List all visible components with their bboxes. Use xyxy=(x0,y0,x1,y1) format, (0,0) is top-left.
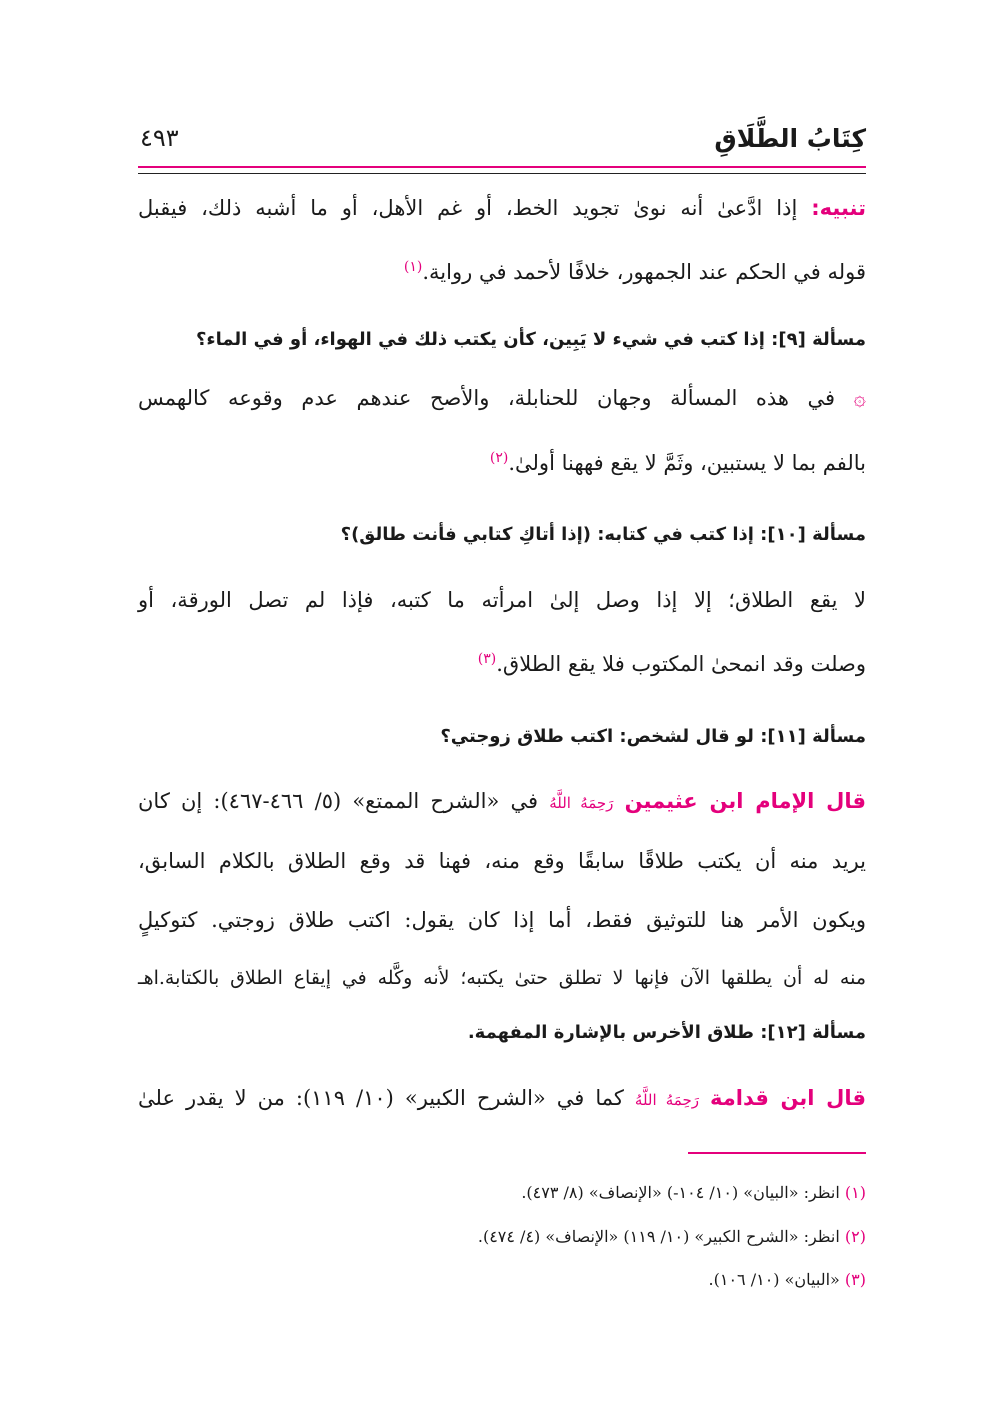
question-9-text-2: بالفم بما لا يستبين، وثَمَّ لا يقع فههنا أولىٰ. xyxy=(508,451,866,475)
flower-ornament-icon: ۞ xyxy=(853,386,866,410)
header-rule-pink xyxy=(138,166,866,168)
tanbih-text-2: قوله في الحكم عند الجمهور، خلافًا لأحمد في رواية. xyxy=(422,260,866,284)
footnote-1-number: (١) xyxy=(844,1183,866,1202)
honorific-glyph: رَحِمَهُ اللَّهُ xyxy=(549,794,614,812)
question-9-text-1: في هذه المسألة وجهان للحنابلة، والأصح عندهم عدم وقوعه كالهمس xyxy=(138,386,836,410)
question-12-text-1: كما في «الشرح الكبير» (١٠/ ١١٩): من لا يقدر علىٰ xyxy=(138,1086,624,1110)
footnote-separator xyxy=(688,1152,866,1154)
question-11-heading: مسألة [١١]: لو قال لشخص: اكتب طلاق زوجتي؟ xyxy=(440,726,866,747)
tanbih-label: تنبيه: xyxy=(811,196,866,220)
speaker-ibn-qudamah: قال ابن قدامة xyxy=(710,1086,866,1110)
running-header-title: كِتَابُ الطَّلَاقِ xyxy=(714,124,866,153)
question-11-line-2: يريد منه أن يكتب طلاقًا سابقًا وقع منه، فهنا قد وقع الطلاق بالكلام السابق، xyxy=(138,849,866,873)
question-9-line-1 xyxy=(138,383,866,413)
question-11-line-3: ويكون الأمر هنا للتوثيق فقط، أما إذا كان يقول: اكتب طلاق زوجتي. كتوكيلٍ xyxy=(138,908,866,932)
question-12-heading: مسألة [١٢]: طلاق الأخرس بالإشارة المفهمة. xyxy=(467,1022,866,1043)
footnote-3-number: (٣) xyxy=(844,1270,866,1289)
page-number: ٤٩٣ xyxy=(140,124,179,152)
header-rule-black xyxy=(138,173,866,174)
tanbih-text-1: إذا ادَّعىٰ أنه نوىٰ تجويد الخط، أو غم الأهل، أو ما أشبه ذلك، فيقبل xyxy=(138,196,798,220)
question-11-line-1 xyxy=(138,786,866,818)
footnote-3-text: «البيان» (١٠/ ١٠٦). xyxy=(708,1270,840,1289)
footnote-2 xyxy=(138,1225,866,1249)
footnote-3 xyxy=(138,1268,866,1292)
question-10-line-1: لا يقع الطلاق؛ إلا إذا وصل إلىٰ امرأته ما كتبه، فإذا لم تصل الورقة، أو xyxy=(138,588,866,612)
footnote-ref-3[interactable]: (٣) xyxy=(477,651,497,667)
footnote-1-text: انظر: «البيان» (١٠/ ١٠٤-) «الإنصاف» (٨/ ٤٧٣). xyxy=(521,1183,840,1202)
footnote-ref-2[interactable]: (٢) xyxy=(489,450,509,466)
question-10-heading: مسألة [١٠]: إذا كتب في كتابه: (إذا أتاكِ كتابي فأنت طالق)؟ xyxy=(340,524,866,545)
footnote-2-number: (٢) xyxy=(844,1227,866,1246)
footnote-ref-1[interactable]: (١) xyxy=(403,259,423,275)
question-9-heading: مسألة [٩]: إذا كتب في شيء لا يَبِين، كأن يكتب ذلك في الهواء، أو في الماء؟ xyxy=(195,329,866,350)
question-11-line-4: منه له أن يطلقها الآن فإنها لا تطلق حتىٰ يكتبه؛ لأنه وكَّله في إيقاع الطلاق بالكتابة.اهـ xyxy=(138,967,866,989)
question-10-line-2 xyxy=(138,644,866,679)
speaker-ibn-uthaymeen: قال الإمام ابن عثيمين xyxy=(624,789,866,813)
footnote-1 xyxy=(138,1181,866,1205)
tanbih-line-1 xyxy=(138,193,866,223)
footnote-2-text: انظر: «الشرح الكبير» (١٠/ ١١٩) «الإنصاف» (٤/ ٤٧٤). xyxy=(477,1227,840,1246)
honorific-glyph: رَحِمَهُ اللَّهُ xyxy=(634,1091,699,1109)
question-10-text-2: وصلت وقد انمحىٰ المكتوب فلا يقع الطلاق. xyxy=(496,652,866,676)
tanbih-line-2 xyxy=(138,252,866,287)
question-9-line-2 xyxy=(138,443,866,478)
question-11-text-1: في «الشرح الممتع» (٥/ ٤٦٦-٤٦٧): إن كان xyxy=(138,789,539,813)
question-12-line-1 xyxy=(138,1083,866,1115)
